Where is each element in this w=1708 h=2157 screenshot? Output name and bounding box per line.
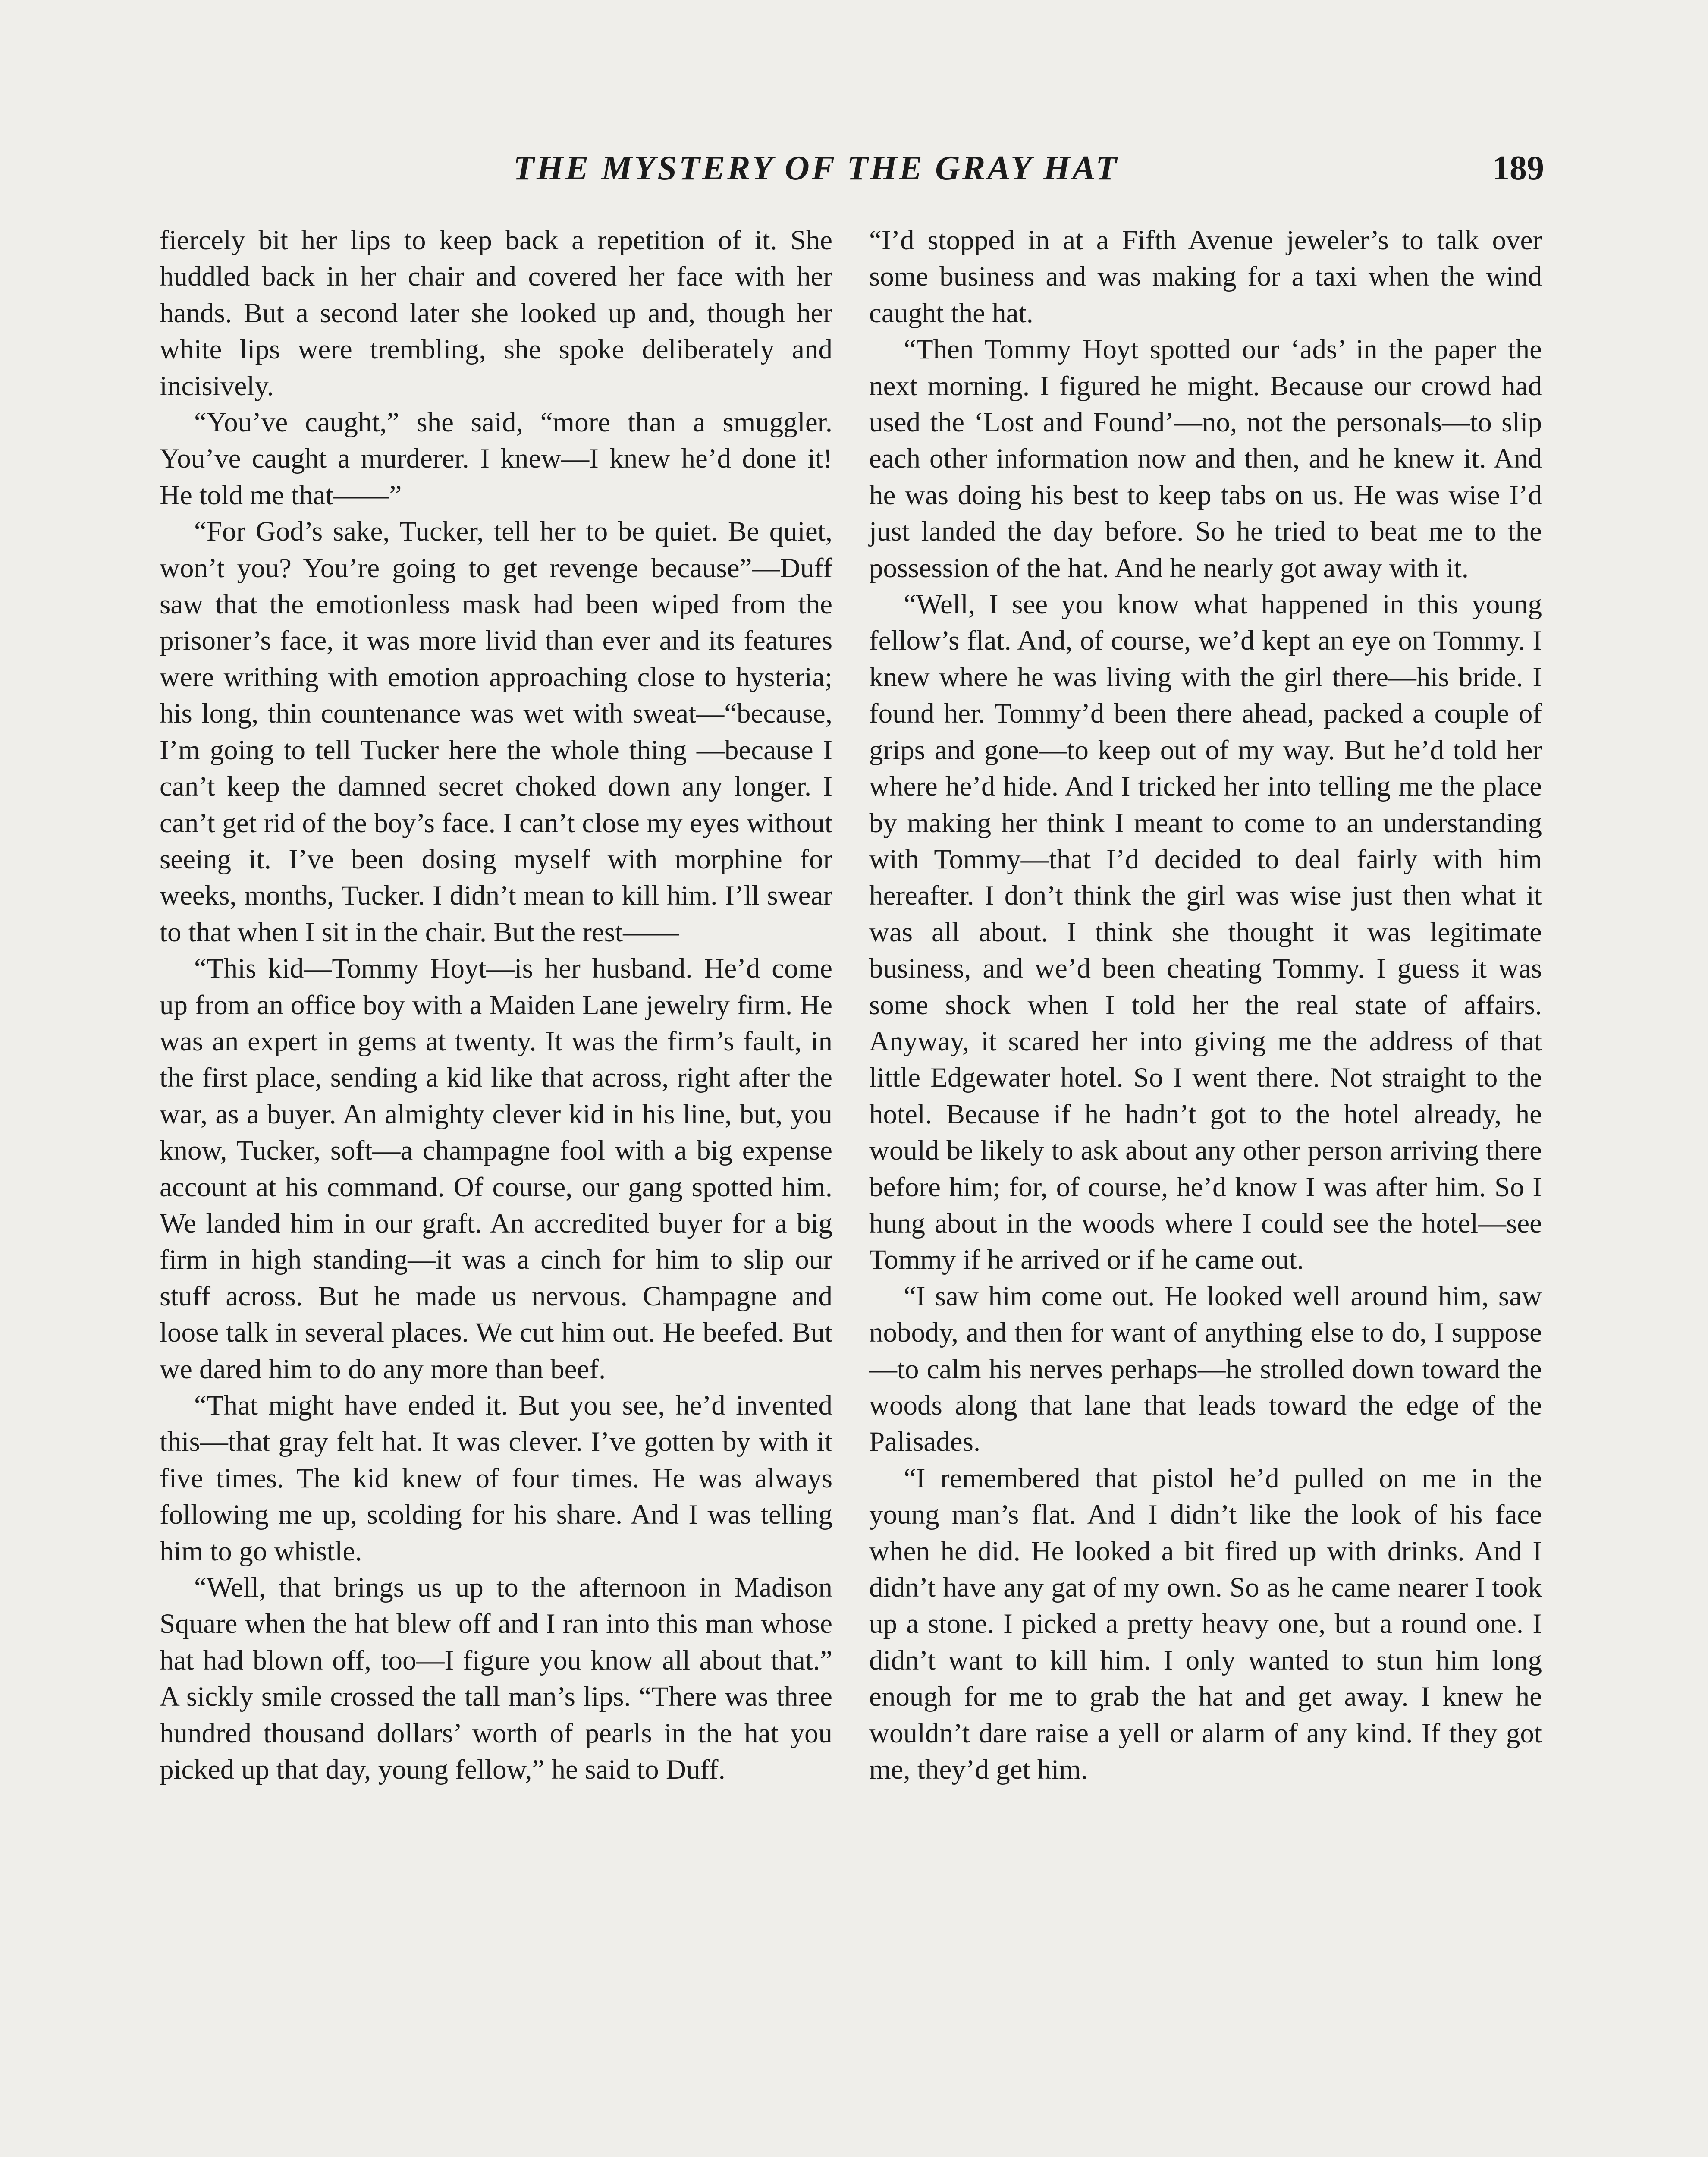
- paragraph: “This kid—Tommy Hoyt—is her husband. He’d come up from an office boy with a Maiden Lane jewelry firm. He was an expert in gems at twenty. It was the firm’s fault, in the first place, sending a kid like that across, right after the war, as a buyer. An almighty clever kid in his line, but, you know, Tucker, soft—a champagne fool with a big expense account at his command. Of course, our gang spotted him. We landed him in our graft. An accredited buyer for a big firm in high standing—it was a cinch for him to slip our stuff across. But he made us nervous. Champagne and loose talk in several places. We cut him out. He beefed. But we dared him to do any more than beef.: [160, 953, 832, 1385]
- running-title: THE MYSTERY OF THE GRAY HAT: [513, 149, 1119, 187]
- paragraph: “I remembered that pistol he’d pulled on me in the young man’s flat. And I didn’t like the look of his face when he did. He looked a bit fired up with drinks. And I didn’t have any gat of my own. So as he came nearer I took up a stone. I picked a pretty heavy one, but a round one. I didn’t want to kill him. I only wanted to stun him long enough for me to grab the hat and get away. I knew he wouldn’t dare raise a yell or alarm of any kind. If they got me, they’d get him.: [869, 1462, 1542, 1786]
- paragraph: “I saw him come out. He looked well around him, saw nobody, and then for want of anything else to do, I suppose—to calm his nerves perhaps—he strolled down toward the woods along that lane that leads toward the edge of the Palisades.: [869, 1280, 1542, 1458]
- paragraph: “Well, I see you know what happened in this young fellow’s flat. And, of course, we’d kept an eye on Tommy. I knew where he was living with the girl there—his bride. I found her. Tommy’d been there ahead, packed a couple of grips and gone—to keep out of my way. But he’d told her where he’d hide. And I tricked her into telling me the place by making her think I meant to come to an understanding with Tommy—that I’d decided to deal fairly with him hereafter. I don’t think the girl was wise just then what it was all about. I think she thought it was legitimate business, and we’d been cheating Tommy. I guess it was some shock when I told her the real state of affairs. Anyway, it scared her into giving me the address of that little Edgewater hotel. So I went there. Not straight to the hotel. Because if he hadn’t got to the hotel already, he would be likely to ask about any other person arriving there before him; for, of course, he’d know I was after him. So I hung about in the woods where I could see the hotel—see Tommy if he arrived or if he came out.: [869, 589, 1542, 1276]
- paragraph: “That might have ended it. But you see, he’d invented this—that gray felt hat. It was clever. I’ve gotten by with it five times. The kid knew of four times. He was always following me up, scolding for his share. And I was telling him to go whistle.: [160, 1390, 832, 1567]
- paragraph: fiercely bit her lips to keep back a repetition of it. She huddled back in her chair and covered her face with her hands. But a second later she looked up and, though her white lips were trembling, she spoke deliberately and incisively.: [160, 225, 832, 402]
- paragraph: “I’d stopped in at a Fifth Avenue jeweler’s to talk over some business and was making for a taxi when the wind caught the hat.: [869, 225, 1542, 329]
- paragraph: “You’ve caught,” she said, “more than a smuggler. You’ve caught a murderer. I knew—I knew he’d done it! He told me that——”: [160, 407, 832, 511]
- running-header: [0, 142, 1708, 194]
- left-text-column: [160, 222, 832, 1788]
- paragraph: “Then Tommy Hoyt spotted our ‘ads’ in the paper the next morning. I figured he might. Because our crowd had used the ‘Lost and Found’—no, not the personals—to slip each other information now and then, and he knew it. And he was doing his best to keep tabs on us. He was wise I’d just landed the day before. So he tried to beat me to the possession of the hat. And he nearly got away with it.: [869, 334, 1542, 584]
- paragraph: “For God’s sake, Tucker, tell her to be quiet. Be quiet, won’t you? You’re going to get revenge because”—Duff saw that the emotionless mask had been wiped from the prisoner’s face, it was more livid than ever and its features were writhing with emotion approaching close to hysteria; his long, thin countenance was wet with sweat—“because, I’m going to tell Tucker here the whole thing —because I can’t keep the damned secret choked down any longer. I can’t get rid of the boy’s face. I can’t close my eyes without seeing it. I’ve been dosing myself with morphine for weeks, months, Tucker. I didn’t mean to kill him. I’ll swear to that when I sit in the chair. But the rest——: [160, 516, 832, 948]
- page-number: 189: [1492, 149, 1544, 187]
- paragraph: “Well, that brings us up to the afternoon in Madison Square when the hat blew off and I ran into this man whose hat had blown off, too—I figure you know all about that.” A sickly smile crossed the tall man’s lips. “There was three hundred thousand dollars’ worth of pearls in the hat you picked up that day, young fellow,” he said to Duff.: [160, 1572, 832, 1786]
- right-text-column: [869, 222, 1542, 1788]
